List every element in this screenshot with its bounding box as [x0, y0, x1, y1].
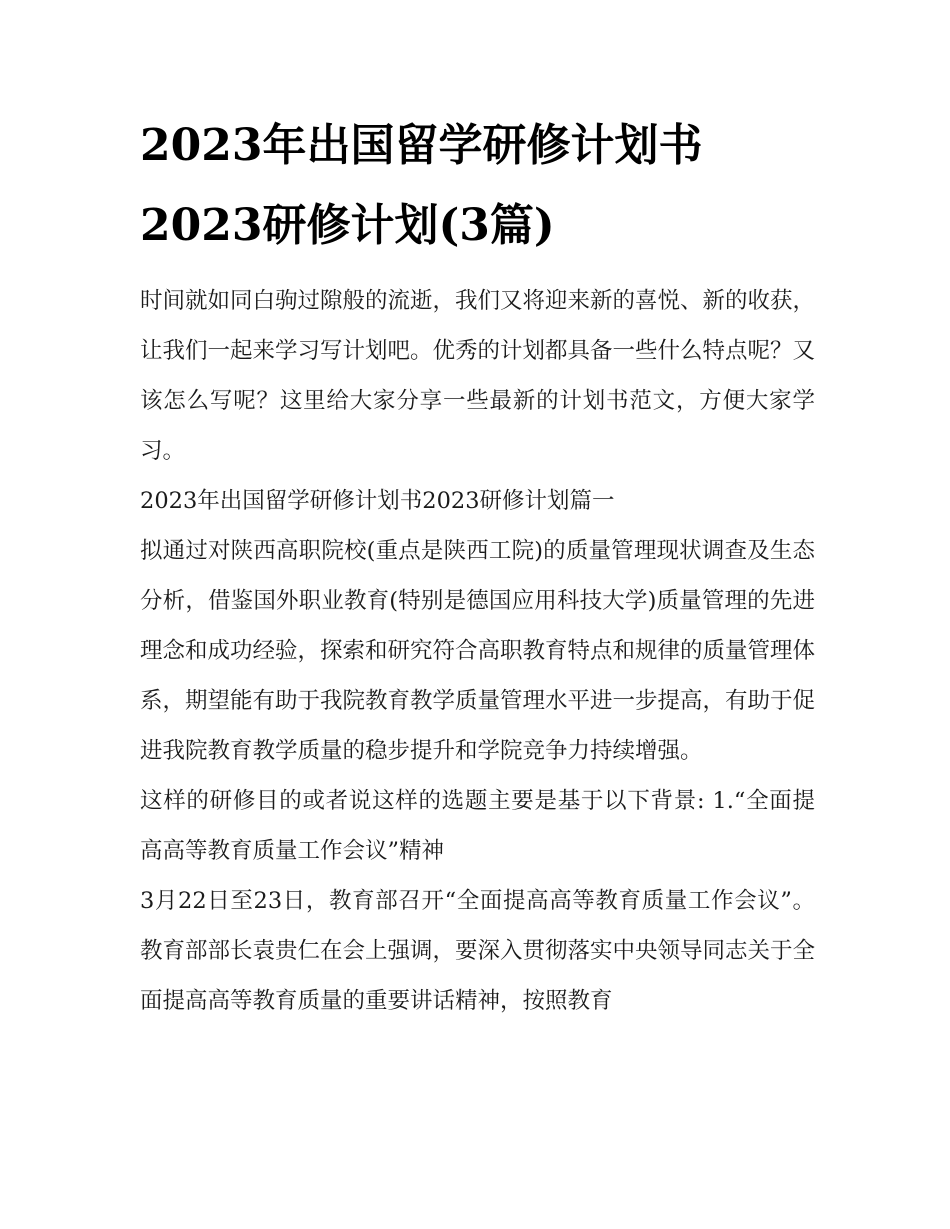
intro-paragraph: 时间就如同白驹过隙般的流逝，我们又将迎来新的喜悦、新的收获，让我们一起来学习写计划吧。优秀的计划都具备一些什么特点呢？又该怎么写呢？这里给大家分享一些最新的计划书范文，方便大家学习。 [140, 288, 816, 464]
document-title-line-1: 2023年出国留学研修计划书 [140, 120, 703, 171]
body-paragraph-1: 拟通过对陕西高职院校(重点是陕西工院)的质量管理现状调查及生态分析，借鉴国外职业教育(特别是德国应用科技大学)质量管理的先进理念和成功经验，探索和研究符合高职教育特点和规律的质量管理体系，期望能有助于我院教育教学质量管理水平进一步提高，有助于促进我院教育教学质量的稳步提升和学院竞争力持续增强。 [140, 538, 816, 764]
document-body [140, 276, 815, 1026]
document-title-line-2: 2023研修计划(3篇) [140, 200, 555, 251]
section-heading: 2023年出国留学研修计划书2023研修计划篇一 [140, 488, 615, 514]
body-paragraph-2: 这样的研修目的或者说这样的选题主要是基于以下背景: 1.“全面提高高等教育质量工作会议”精神 [140, 788, 815, 864]
body-paragraph-3: 3月22日至23日，教育部召开“全面提高高等教育质量工作会议”。教育部部长袁贵仁在会上强调，要深入贯彻落实中央领导同志关于全面提高高等教育质量的重要讲话精神，按照教育 [140, 888, 816, 1014]
